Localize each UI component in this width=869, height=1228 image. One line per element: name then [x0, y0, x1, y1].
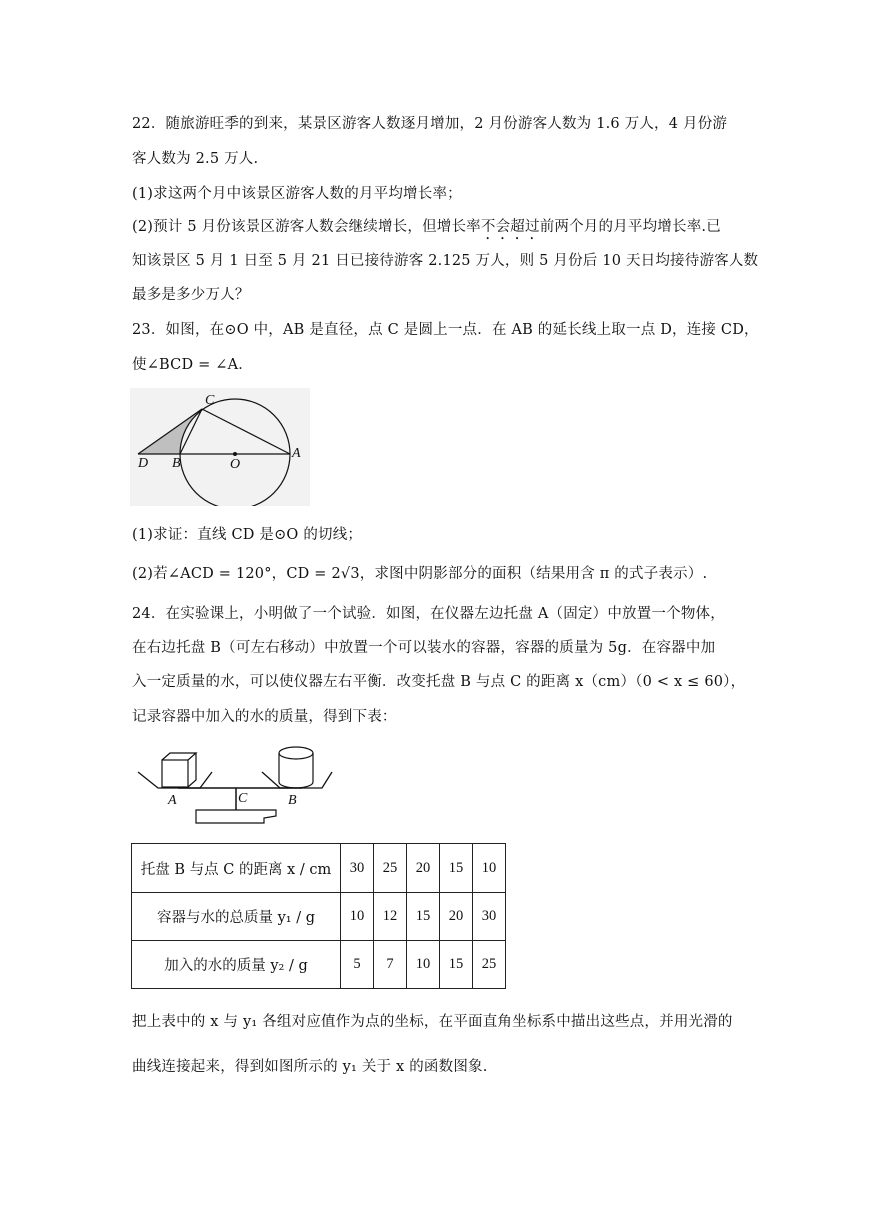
q22-part-2-line-2: 知该景区 5 月 1 日至 5 月 21 日已接待游客 2.125 万人，则 5 月份后 10 天日均接待游客人数	[132, 253, 759, 269]
table-row	[132, 941, 506, 989]
table-cell: 30	[473, 893, 506, 941]
q22-part-1: (1)求这两个月中该景区游客人数的月平均增长率；	[132, 186, 462, 202]
q24-line-2: 在右边托盘 B（可左右移动）中放置一个可以装水的容器，容器的质量为 5g．在容器中加	[132, 640, 716, 656]
table-cell: 7	[374, 941, 407, 989]
q23-line-2: 使∠BCD = ∠A．	[132, 357, 253, 373]
q24-balance-figure	[134, 740, 339, 830]
cube-object	[162, 753, 196, 787]
table-cell: 10	[407, 941, 440, 989]
q24-line-4: 记录容器中加入的水的质量，得到下表：	[132, 709, 397, 725]
q23-part-1: (1)求证：直线 CD 是⊙O 的切线；	[132, 527, 363, 543]
q22-part-2-emphasis: 不会超过	[480, 219, 540, 235]
table-row	[132, 893, 506, 941]
q22-part-2-line-3: 最多是多少万人？	[132, 287, 250, 303]
label-c: C	[205, 393, 215, 408]
q23-circle-figure	[130, 388, 310, 506]
label-o: O	[230, 457, 241, 472]
label-d: D	[138, 456, 149, 471]
label-a: A	[292, 446, 301, 461]
q24-line-3: 入一定质量的水，可以使仪器左右平衡．改变托盘 B 与点 C 的距离 x（cm）（0 < x ≤ 60），	[132, 674, 746, 690]
balance-base	[196, 810, 276, 823]
table-cell: 10	[473, 844, 506, 893]
q24-after-line-2: 曲线连接起来，得到如图所示的 y₁ 关于 x 的函数图象.	[132, 1059, 488, 1075]
row-header: 托盘 B 与点 C 的距离 x / cm	[132, 844, 341, 893]
table-cell: 25	[374, 844, 407, 893]
q22-part-2-text-a: (2)预计 5 月份该景区游客人数会继续增长，但增长率	[132, 219, 481, 235]
q24-after-line-1: 把上表中的 x 与 y₁ 各组对应值作为点的坐标，在平面直角坐标系中描出这些点，并用光滑的	[132, 1014, 733, 1030]
q23-part-2: (2)若∠ACD = 120°，CD = 2√3，求图中阴影部分的面积（结果用含 π 的式子表示）.	[132, 566, 708, 582]
table-cell: 15	[407, 893, 440, 941]
table-cell: 5	[341, 941, 374, 989]
row-header: 加入的水的质量 y₂ / g	[132, 941, 341, 989]
q24-line-1: 24．在实验课上，小明做了一个试验．如图，在仪器左边托盘 A（固定）中放置一个物体，	[132, 606, 725, 622]
cylinder-container	[279, 747, 313, 788]
table-cell: 25	[473, 941, 506, 989]
table-cell: 15	[440, 844, 473, 893]
table-row	[132, 844, 506, 893]
tray-b	[262, 772, 332, 788]
q22-line-2: 客人数为 2.5 万人.	[132, 151, 259, 167]
table-cell: 30	[341, 844, 374, 893]
q22-part-2-line-1	[132, 215, 721, 243]
tray-a	[138, 772, 212, 788]
table-cell: 15	[440, 941, 473, 989]
table-cell: 10	[341, 893, 374, 941]
data-table	[131, 843, 506, 989]
q23-line-1: 23．如图，在⊙O 中，AB 是直径，点 C 是圆上一点．在 AB 的延长线上取一点 D，连接 CD，	[132, 322, 759, 338]
label-b: B	[172, 456, 181, 471]
center-point	[233, 452, 237, 456]
label-c: C	[238, 791, 248, 806]
label-b: B	[288, 793, 297, 808]
row-header: 容器与水的总质量 y₁ / g	[132, 893, 341, 941]
table-cell: 20	[407, 844, 440, 893]
table-cell: 20	[440, 893, 473, 941]
label-a: A	[168, 793, 177, 808]
q22-part-2-text-b: 前两个月的月平均增长率.已	[539, 219, 721, 235]
table-cell: 12	[374, 893, 407, 941]
q22-line-1: 22．随旅游旺季的到来，某景区游客人数逐月增加，2 月份游客人数为 1.6 万人，4 月份游	[132, 116, 728, 132]
